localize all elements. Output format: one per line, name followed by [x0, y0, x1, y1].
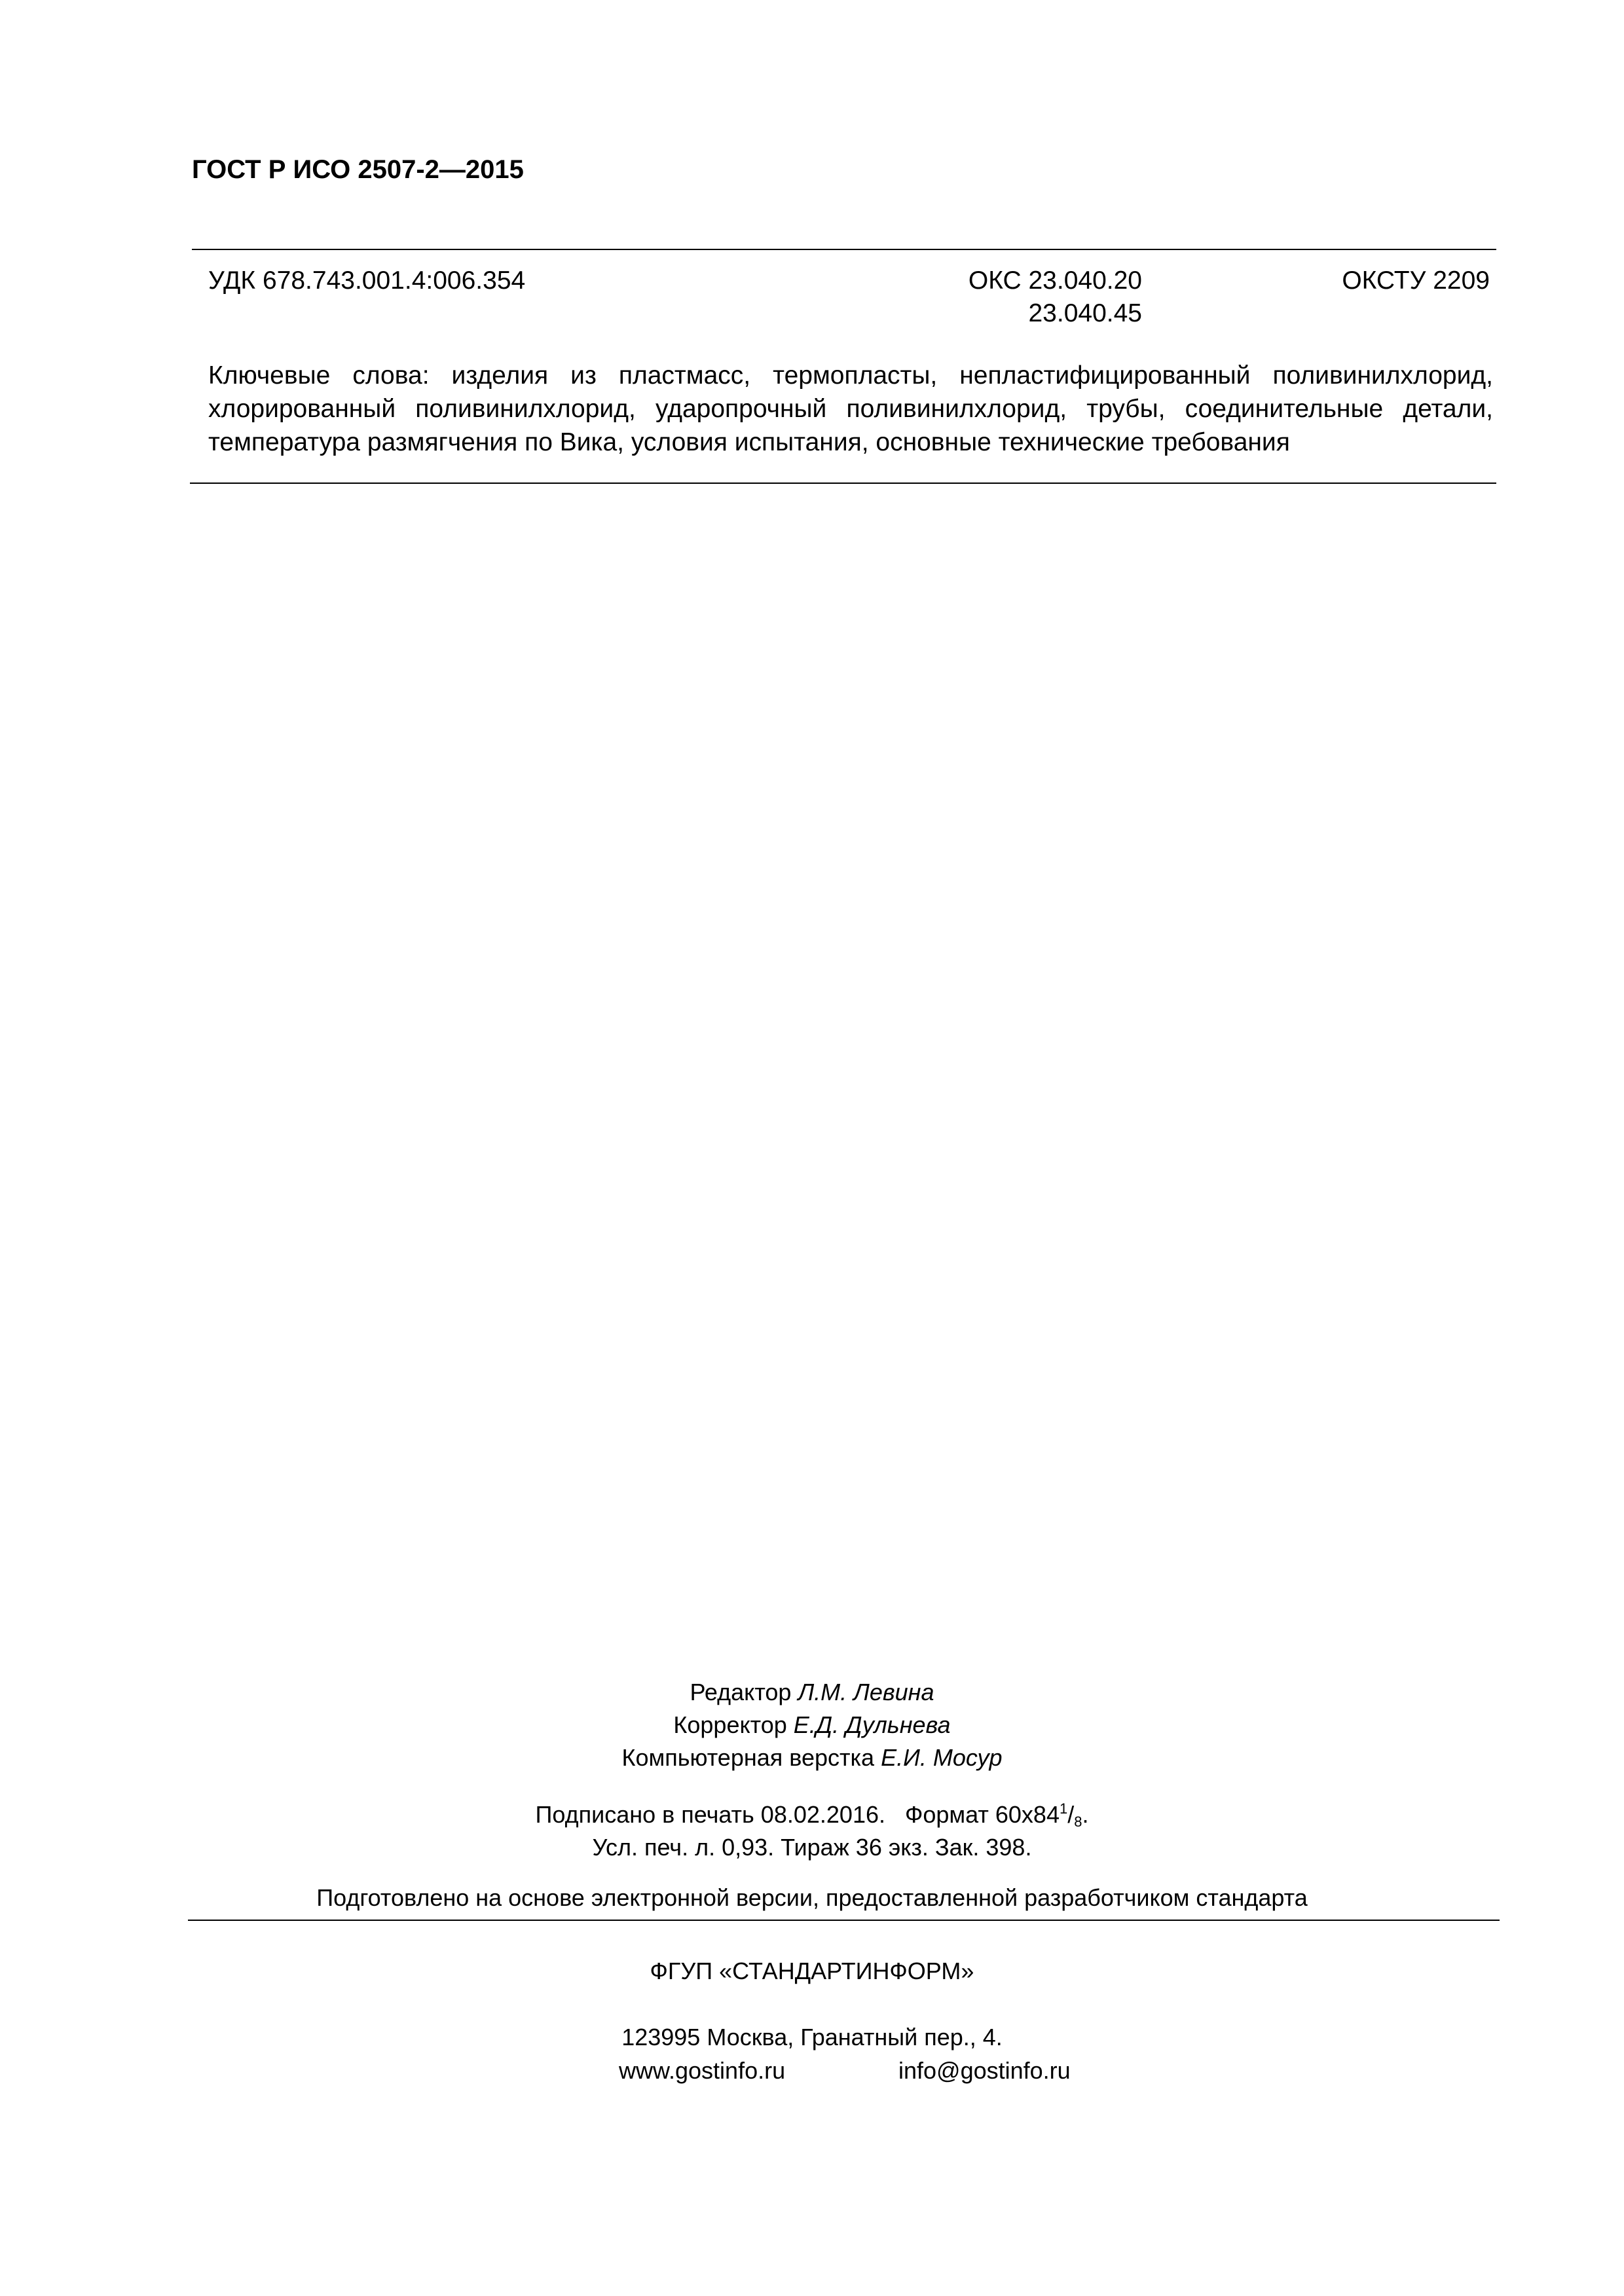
format-end: . — [1082, 1801, 1089, 1828]
oks-code-line-1: ОКС 23.040.20 — [968, 266, 1142, 295]
signed-date: Подписано в печать 08.02.2016. — [535, 1801, 885, 1828]
imprint-block — [183, 1676, 1441, 1774]
editor-label: Редактор — [690, 1679, 792, 1705]
email-link[interactable]: info@gostinfo.ru — [898, 2057, 1071, 2084]
keywords-paragraph: Ключевые слова: изделия из пластмасс, термопласты, непластифицированный поливинилхлорид, хлорированный поливинилхлорид, ударопрочный поливинилхлорид, трубы, соединительные детали, температура размягчения по Вика, условия испытания, основные технические требования — [208, 361, 1493, 456]
layout-label: Компьютерная верстка — [621, 1744, 875, 1771]
format-denominator: 8 — [1074, 1813, 1082, 1830]
corrector-label: Корректор — [673, 1711, 787, 1738]
udk-code: УДК 678.743.001.4:006.354 — [208, 266, 526, 295]
format-numerator: 1 — [1059, 1800, 1068, 1817]
publisher-address: 123995 Москва, Гранатный пер., 4. — [621, 2024, 1003, 2050]
okstu-code: ОКСТУ 2209 — [1342, 266, 1490, 295]
publisher-name: ФГУП «СТАНДАРТИНФОРМ» — [650, 1958, 974, 1984]
layout-name: Е.И. Мосур — [881, 1744, 1003, 1771]
keywords-divider — [190, 483, 1496, 484]
publisher-divider — [188, 1920, 1500, 1921]
website-link[interactable]: www.gostinfo.ru — [619, 2057, 786, 2084]
standard-code: ГОСТ Р ИСО 2507-2—2015 — [192, 155, 524, 184]
oks-codes — [952, 264, 1142, 330]
top-divider — [192, 249, 1496, 250]
editor-name: Л.М. Левина — [798, 1679, 934, 1705]
editor-line — [183, 1676, 1441, 1709]
corrector-name: Е.Д. Дульнева — [793, 1711, 951, 1738]
format-label: Формат 60x84 — [905, 1801, 1060, 1828]
layout-line — [183, 1741, 1441, 1774]
corrector-line — [183, 1709, 1441, 1741]
print-info-block — [183, 1798, 1441, 1864]
prepared-note: Подготовлено на основе электронной версии, предоставленной разработчиком стандарта — [316, 1884, 1308, 1911]
print-details-line: Усл. печ. л. 0,93. Тираж 36 экз. Зак. 398. — [592, 1834, 1032, 1861]
oks-code-line-2: 23.040.45 — [1028, 299, 1142, 327]
print-signed-line: Подписано в печать 08.02.2016. Формат $60x84^1/_8$. — [535, 1800, 1089, 1830]
